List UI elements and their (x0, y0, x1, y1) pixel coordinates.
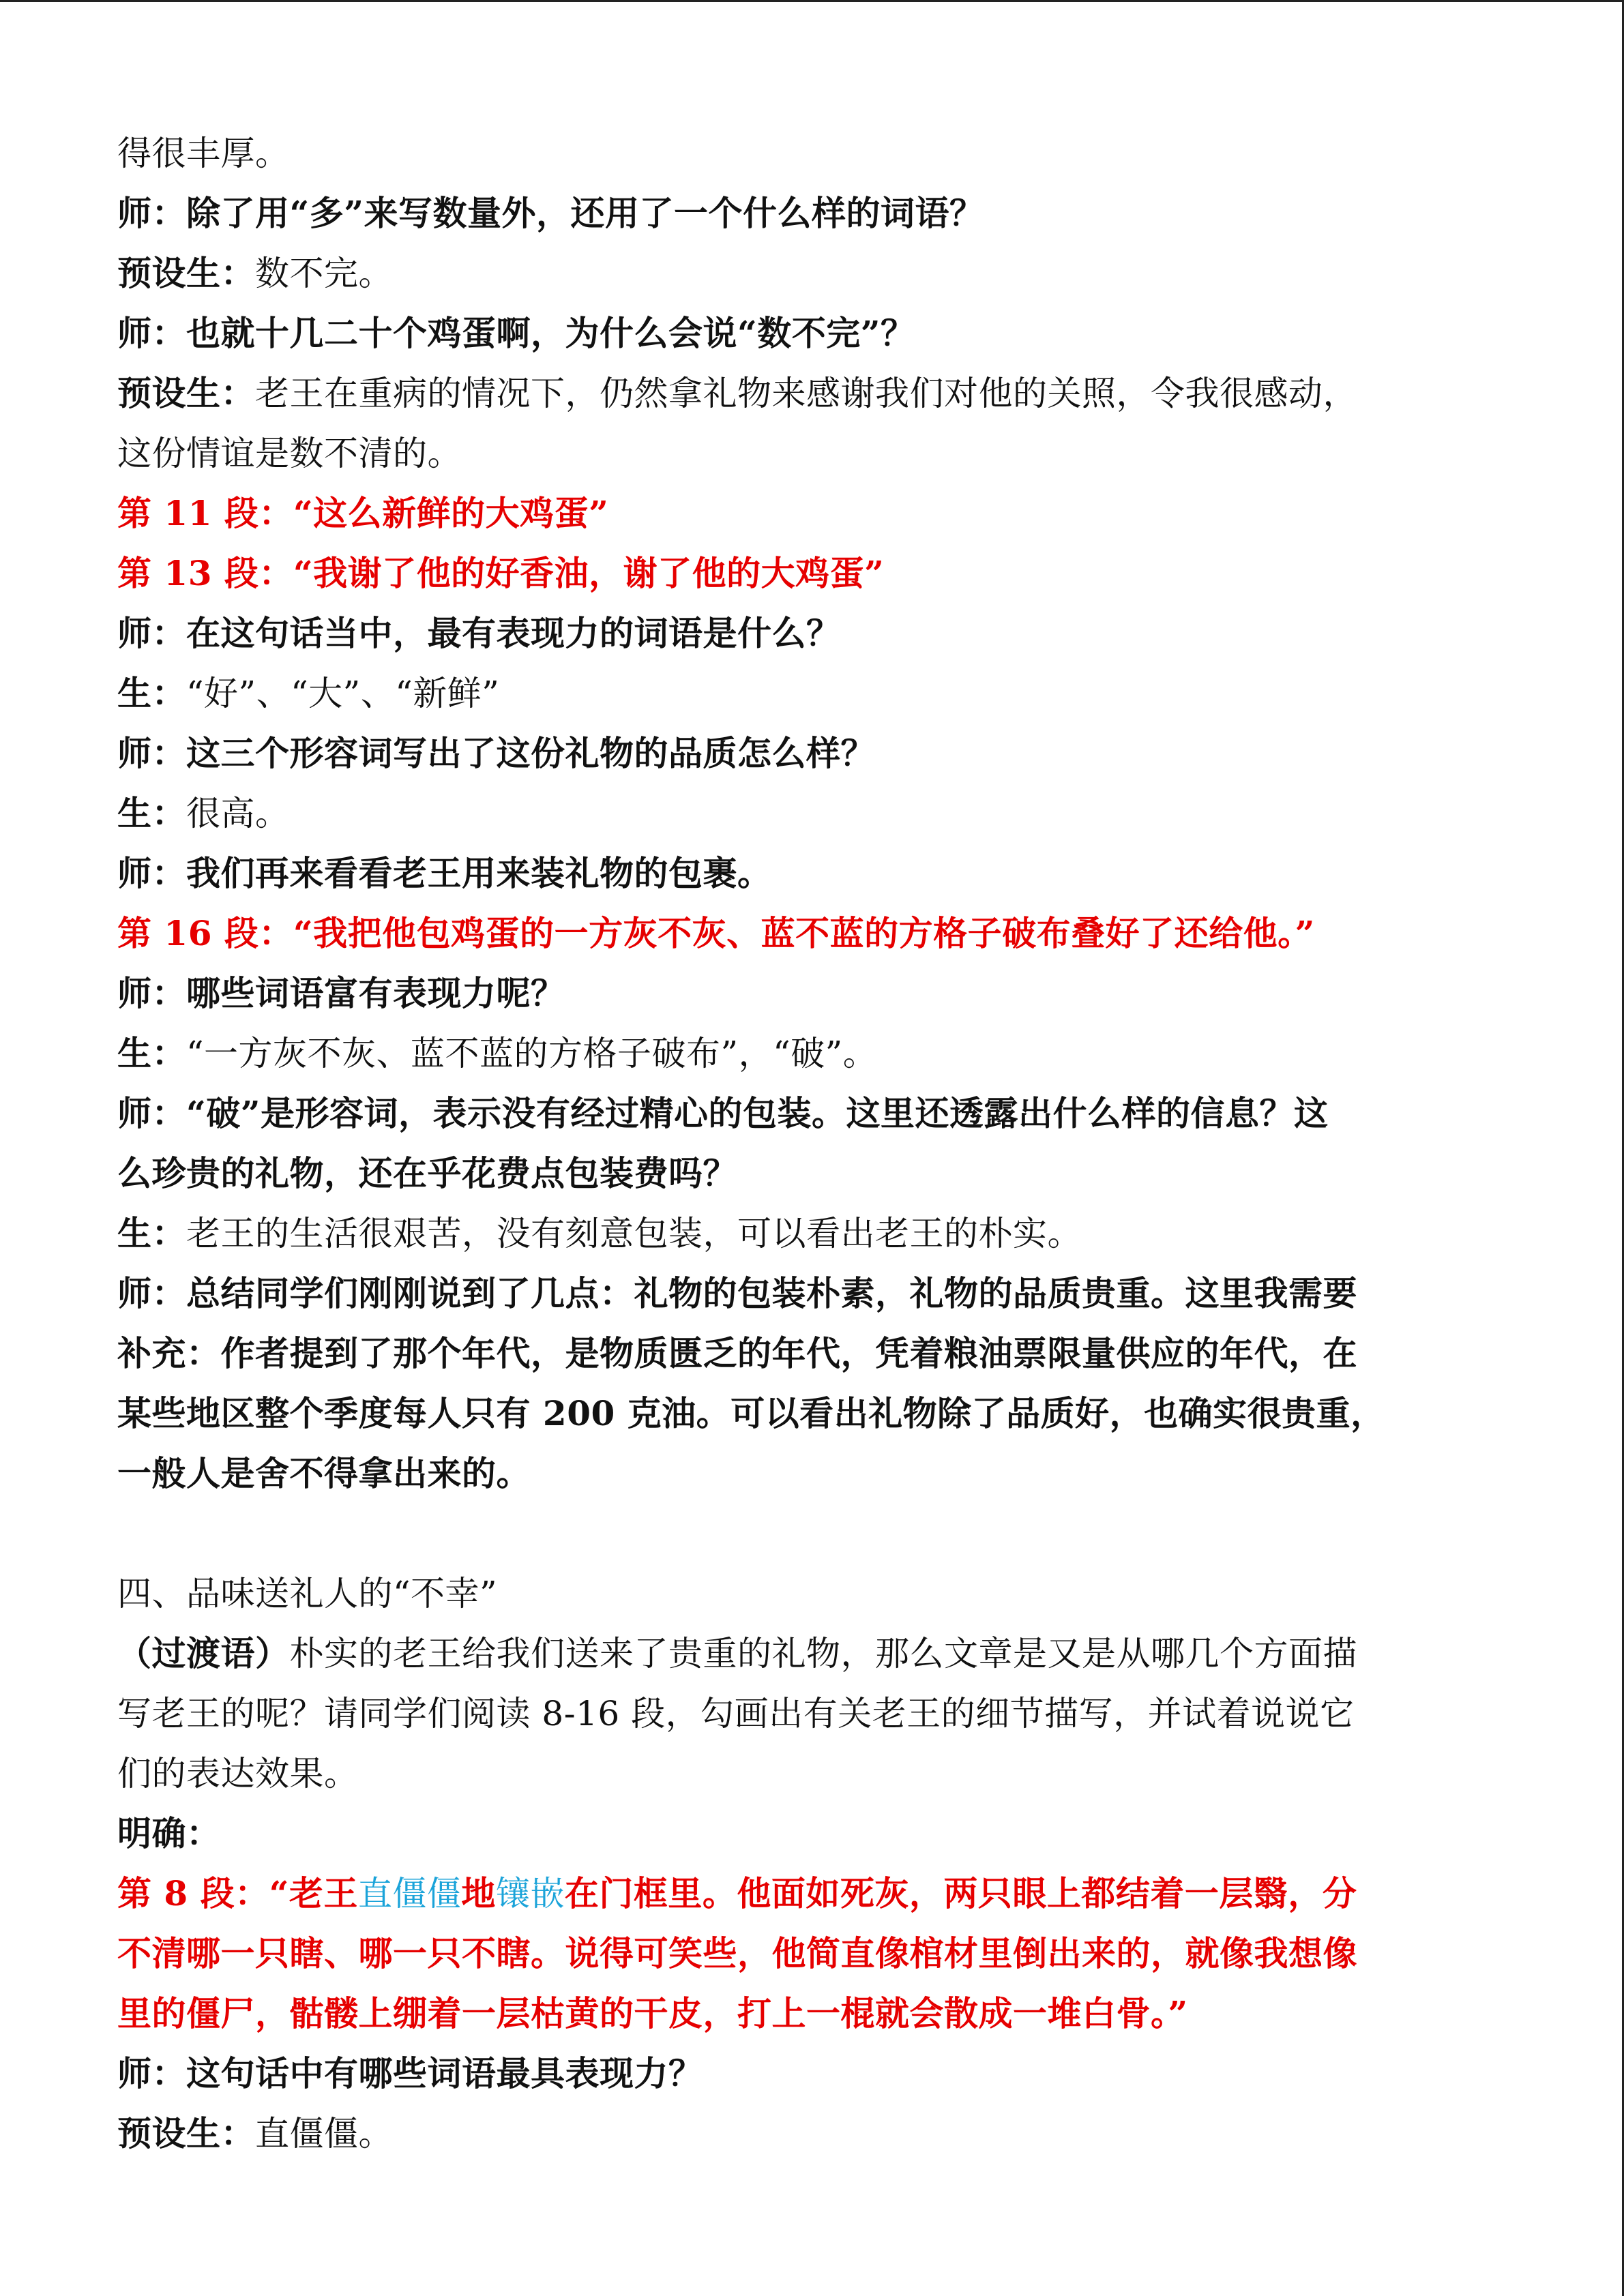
highlight-word: 直僵僵 (357, 1874, 462, 1913)
teacher-question: 师：在这句话当中，最有表现力的词语是什么？ (117, 613, 841, 653)
transition-label: （过渡语） (117, 1633, 290, 1673)
answer-text-continued: 这份情谊是数不清的。 (117, 434, 462, 473)
teacher-summary-continued: 某些地区整个季度每人只有 200 克油。可以看出礼物除了品质好，也确实很贵重， (117, 1393, 1385, 1433)
spacer (117, 1504, 1495, 1564)
quoted-paragraph: 第 16 段：“我把他包鸡蛋的一方灰不灰、蓝不蓝的方格子破布叠好了还给他。” (117, 913, 1315, 953)
quote-text: 在门框里。他面如死灰，两只眼上都结着一层翳，分 (564, 1873, 1357, 1913)
teacher-statement-continued: 么珍贵的礼物，还在乎花费点包装费吗？ (117, 1153, 737, 1193)
transition-text (117, 1624, 1495, 1684)
quoted-paragraph (117, 1864, 1495, 1924)
transition-body: 朴实的老王给我们送来了贵重的礼物，那么文章是又是从哪几个方面描 (289, 1634, 1357, 1673)
answer-text: 老王的生活很艰苦，没有刻意包装，可以看出老王的朴实。 (186, 1214, 1082, 1253)
teacher-question: 师：这句话中有哪些词语最具表现力？ (117, 2053, 703, 2093)
transition-text-continued: 们的表达效果。 (117, 1754, 359, 1793)
answer-text: 很高。 (186, 794, 290, 833)
answer-text: 数不完。 (255, 254, 393, 293)
speaker-label: 预设生： (117, 253, 255, 293)
quoted-paragraph-continued: 不清哪一只瞎、哪一只不瞎。说得可笑些，他简直像棺材里倒出来的，就像我想像 (117, 1933, 1357, 1973)
teacher-summary-continued: 一般人是舍不得拿出来的。 (117, 1453, 531, 1493)
student-answer (117, 664, 1495, 724)
transition-text-continued: 写老王的呢？请同学们阅读 8-16 段，勾画出有关老王的细节描写，并试着说说它 (117, 1694, 1355, 1733)
student-answer (117, 363, 1495, 423)
speaker-label: 预设生： (117, 373, 255, 413)
speaker-label: 预设生： (117, 2113, 255, 2153)
quoted-paragraph: 第 13 段：“我谢了他的好香油，谢了他的大鸡蛋” (117, 553, 885, 593)
speaker-label: 生： (117, 1033, 186, 1073)
highlight-word: 镶嵌 (495, 1874, 565, 1913)
teacher-statement: 师：我们再来看看老王用来装礼物的包裹。 (117, 853, 772, 893)
teacher-question: 师：哪些词语富有表现力呢？ (117, 973, 565, 1013)
section-heading: 四、品味送礼人的“不幸” (117, 1574, 498, 1613)
answer-text: “好”、“大”、“新鲜” (186, 674, 500, 713)
speaker-label: 生： (117, 793, 186, 833)
student-answer (117, 2104, 1495, 2164)
student-answer (117, 243, 1495, 303)
quoted-paragraph-continued: 里的僵尸，骷髅上绷着一层枯黄的干皮，打上一棍就会散成一堆白骨。” (117, 1993, 1188, 2033)
text-line: 得很丰厚。 (117, 134, 290, 173)
quote-text: 地 (461, 1873, 496, 1913)
answer-text: “一方灰不灰、蓝不蓝的方格子破布”，“破”。 (186, 1034, 878, 1073)
teacher-statement: 师：“破”是形容词，表示没有经过精心的包装。这里还透露出什么样的信息？这 (117, 1093, 1329, 1133)
student-answer (117, 784, 1495, 844)
answer-text: 直僵僵。 (255, 2114, 393, 2153)
document-body (117, 123, 1495, 2164)
teacher-question: 师：也就十几二十个鸡蛋啊，为什么会说“数不完”？ (117, 313, 915, 353)
quoted-paragraph: 第 11 段：“这么新鲜的大鸡蛋” (117, 493, 609, 533)
clarify-label: 明确： (117, 1813, 221, 1853)
speaker-label: 生： (117, 1213, 186, 1253)
teacher-question: 师：除了用“多”来写数量外，还用了一个什么样的词语？ (117, 193, 984, 233)
teacher-summary-continued: 补充：作者提到了那个年代，是物质匮乏的年代，凭着粮油票限量供应的年代，在 (117, 1333, 1357, 1373)
answer-text: 老王在重病的情况下，仍然拿礼物来感谢我们对他的关照，令我很感动， (255, 374, 1357, 413)
teacher-summary: 师：总结同学们刚刚说到了几点：礼物的包装朴素，礼物的品质贵重。这里我需要 (117, 1273, 1357, 1313)
quote-start: 第 8 段：“老王 (117, 1873, 358, 1913)
student-answer (117, 1024, 1495, 1084)
student-answer (117, 1204, 1495, 1264)
teacher-question: 师：这三个形容词写出了这份礼物的品质怎么样？ (117, 733, 875, 773)
speaker-label: 生： (117, 673, 186, 713)
